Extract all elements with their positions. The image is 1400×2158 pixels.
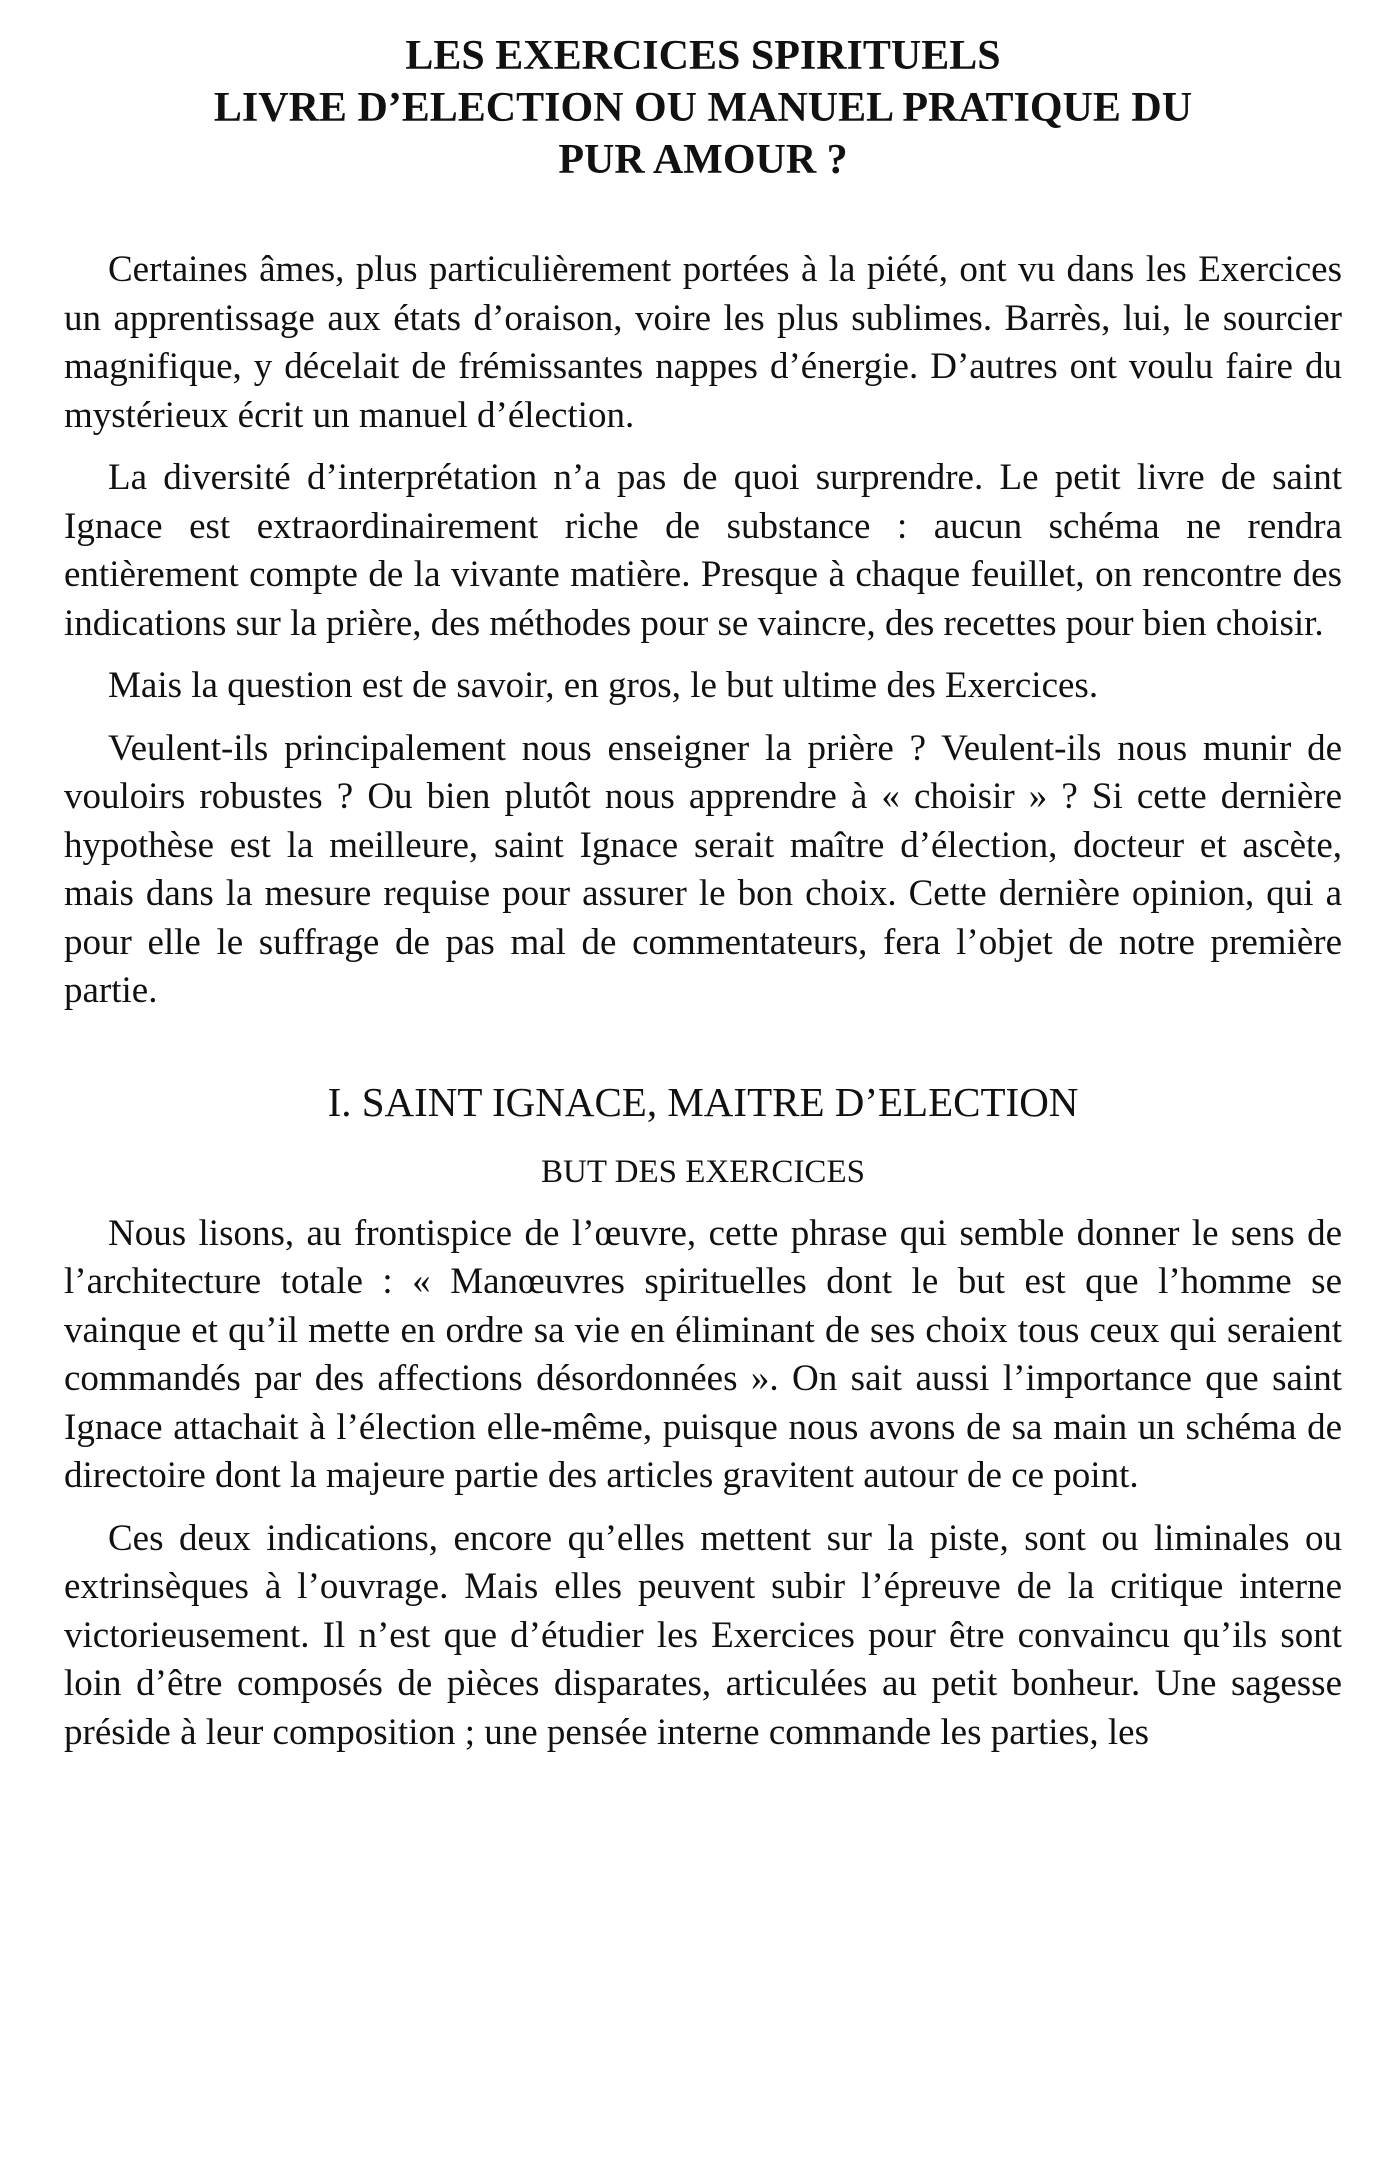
title-line-2: LIVRE D’ELECTION OU MANUEL PRATIQUE DU	[213, 85, 1193, 131]
title-line-3: PUR AMOUR ?	[558, 137, 848, 183]
intro-paragraph-1: Certaines âmes, plus particulièrement portées à la piété, ont vu dans les Exercices un apprentissage aux états d’oraison, voire les plus sublimes. Barrès, lui, le sourcier magnifique, y décelait de frémissantes nappes d’énergie. D’autres ont voulu faire du mystérieux écrit un manuel d’élection.	[64, 249, 1342, 436]
section-paragraph-1: Nous lisons, au frontispice de l’œuvre, cette phrase qui semble donner le sens de l’architecture totale : « Manœuvres spirituelles dont le but est que l’homme se vainque et qu’il mette en ordre sa vie en éliminant de ses choix tous ceux qui seraient commandés par des affections désordonnées ». On sait aussi l’importance que saint Ignace attachait à l’élection elle-même, puisque nous avons de sa main un schéma de directoire dont la majeure partie des articles gravitent autour de ce point.	[64, 1212, 1342, 1496]
section-paragraph-2: Ces deux indications, encore qu’elles mettent sur la piste, sont ou liminales ou extrinsèques à l’ouvrage. Mais elles peuvent subir l’épreuve de la critique interne victorieusement. Il n’est que d’étudier les Exercices pour être convaincu qu’ils sont loin d’être composés de pièces disparates, articulées au petit bonheur. Une sagesse préside à leur composition ; une pensée interne commande les parties, les	[64, 1517, 1342, 1753]
document-title	[64, 30, 1342, 186]
section-heading: I. SAINT IGNACE, MAITRE D’ELECTION	[327, 1078, 1079, 1125]
intro-section	[64, 246, 1342, 1016]
intro-paragraph-3: Mais la question est de savoir, en gros, le but ultime des Exercices.	[108, 665, 1099, 706]
intro-paragraph-2: La diversité d’interprétation n’a pas de quoi surprendre. Le petit livre de saint Ignace est extraordinairement riche de substance : aucun schéma ne rendra entièrement compte de la vivante matière. Presque à chaque feuillet, on rencontre des indications sur la prière, des méthodes pour se vaincre, des recettes pour bien choisir.	[64, 457, 1342, 644]
title-line-1: LES EXERCICES SPIRITUELS	[405, 33, 1001, 79]
intro-paragraph-4: Veulent-ils principalement nous enseigner la prière ? Veulent-ils nous munir de vouloirs robustes ? Ou bien plutôt nous apprendre à « choisir » ? Si cette dernière hypothèse est la meilleure, saint Ignace serait maître d’élection, docteur et ascète, mais dans la mesure requise pour assurer le bon choix. Cette dernière opinion, qui a pour elle le suffrage de pas mal de commentateurs, fera l’objet de notre première partie.	[64, 727, 1342, 1011]
section-body	[64, 1210, 1342, 1758]
subsection-heading: BUT DES EXERCICES	[541, 1153, 865, 1190]
